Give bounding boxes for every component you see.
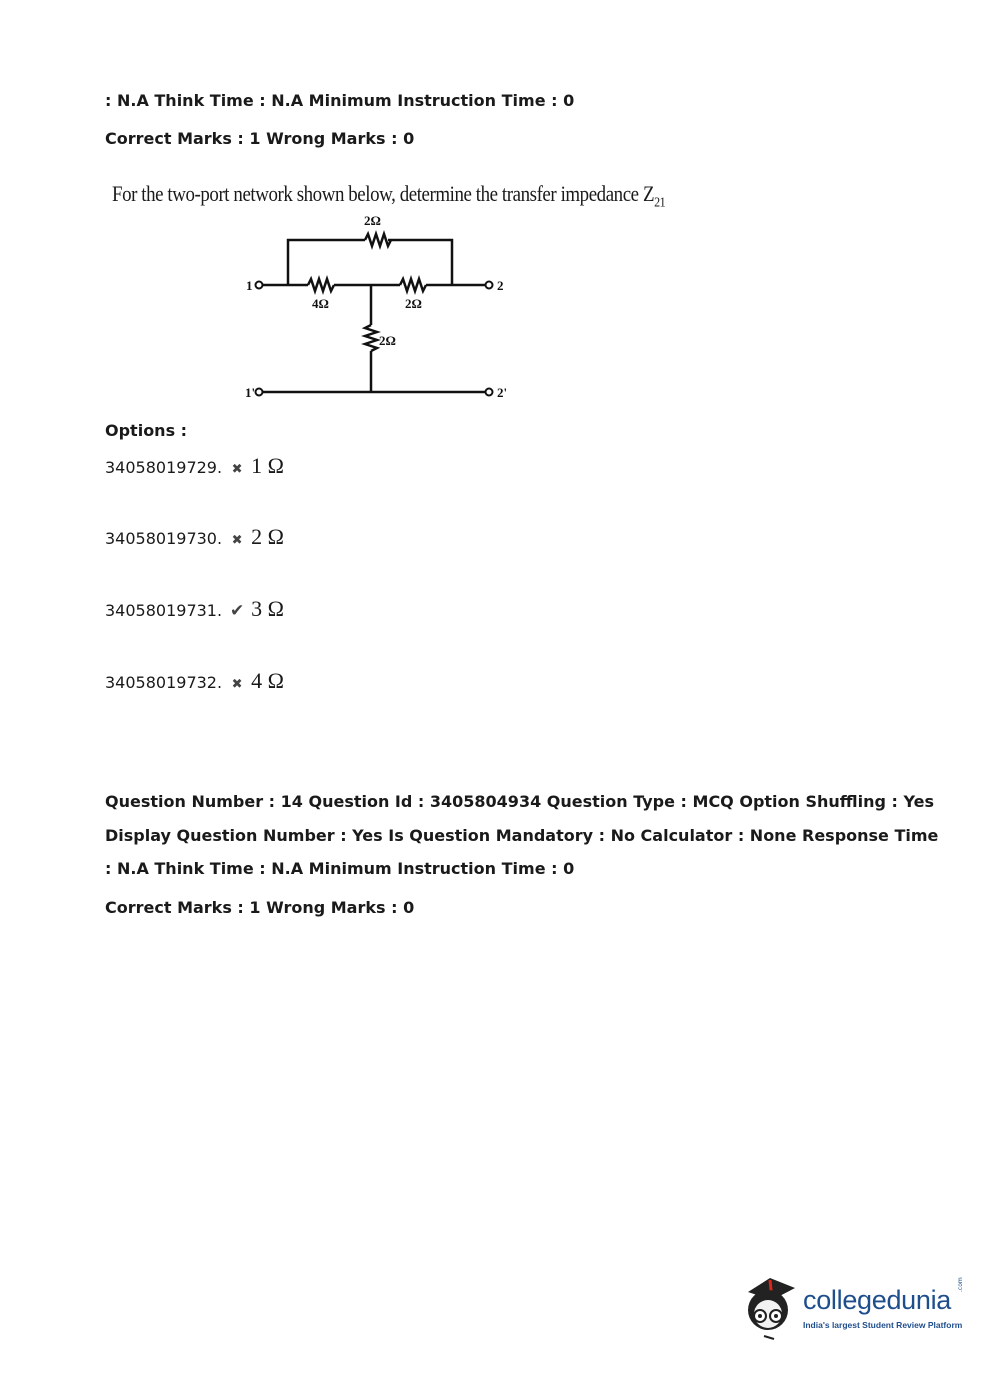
question-body: For the two-port network shown below, determine the transfer impedance Z <box>112 181 655 206</box>
circuit-resistor-right <box>400 279 426 291</box>
terminal-2 <box>486 282 493 289</box>
option-row-2 <box>105 524 284 550</box>
header-timing-line: : N.A Think Time : N.A Minimum Instruction Time : 0 <box>105 91 575 110</box>
cross-icon: ✖ <box>231 462 243 477</box>
option-id: 34058019732. <box>105 673 223 692</box>
circuit-resistor-top <box>365 234 391 246</box>
circuit-resistor-left <box>308 279 334 291</box>
question-text <box>112 181 665 211</box>
option-value: 2 Ω <box>251 524 284 549</box>
resistor-label-left: 4Ω <box>312 296 329 311</box>
logo-tagline: India's largest Student Review Platform <box>803 1320 963 1330</box>
option-id: 34058019729. <box>105 458 223 477</box>
circuit-resistor-shunt <box>365 325 377 351</box>
terminal-1 <box>256 282 263 289</box>
port-label-2: 2 <box>497 278 504 293</box>
port-label-1-prime: 1' <box>245 385 256 400</box>
option-row-3 <box>105 596 284 622</box>
terminal-2-prime <box>486 389 493 396</box>
logo-domain-suffix: .com <box>957 1277 964 1292</box>
check-icon: ✔ <box>229 601 245 621</box>
option-value: 3 Ω <box>251 596 284 621</box>
logo-wordmark: collegedunia <box>803 1285 952 1315</box>
resistor-label-top: 2Ω <box>364 213 381 228</box>
options-heading: Options : <box>105 421 188 440</box>
next-question-marks-line: Correct Marks : 1 Wrong Marks : 0 <box>105 898 415 917</box>
option-id: 34058019731. <box>105 601 223 620</box>
port-label-1: 1 <box>246 278 253 293</box>
resistor-label-shunt: 2Ω <box>379 333 396 348</box>
next-question-info-line-3: : N.A Think Time : N.A Minimum Instruction Time : 0 <box>105 859 575 878</box>
resistor-label-right: 2Ω <box>405 296 422 311</box>
option-value: 4 Ω <box>251 668 284 693</box>
two-port-circuit-diagram <box>240 210 520 405</box>
question-subscript: 21 <box>654 195 666 211</box>
port-label-2-prime: 2' <box>497 385 508 400</box>
terminal-1-prime <box>256 389 263 396</box>
option-row-4 <box>105 668 284 694</box>
cross-icon: ✖ <box>231 677 243 692</box>
option-id: 34058019730. <box>105 529 223 548</box>
header-marks-line: Correct Marks : 1 Wrong Marks : 0 <box>105 129 415 148</box>
option-row-1 <box>105 453 284 479</box>
next-question-info-line-1: Question Number : 14 Question Id : 3405804934 Question Type : MCQ Option Shuffling : Yes <box>105 792 935 811</box>
next-question-info-line-2: Display Question Number : Yes Is Question Mandatory : No Calculator : None Response Time <box>105 826 939 845</box>
cross-icon: ✖ <box>231 533 243 548</box>
option-value: 1 Ω <box>251 453 284 478</box>
